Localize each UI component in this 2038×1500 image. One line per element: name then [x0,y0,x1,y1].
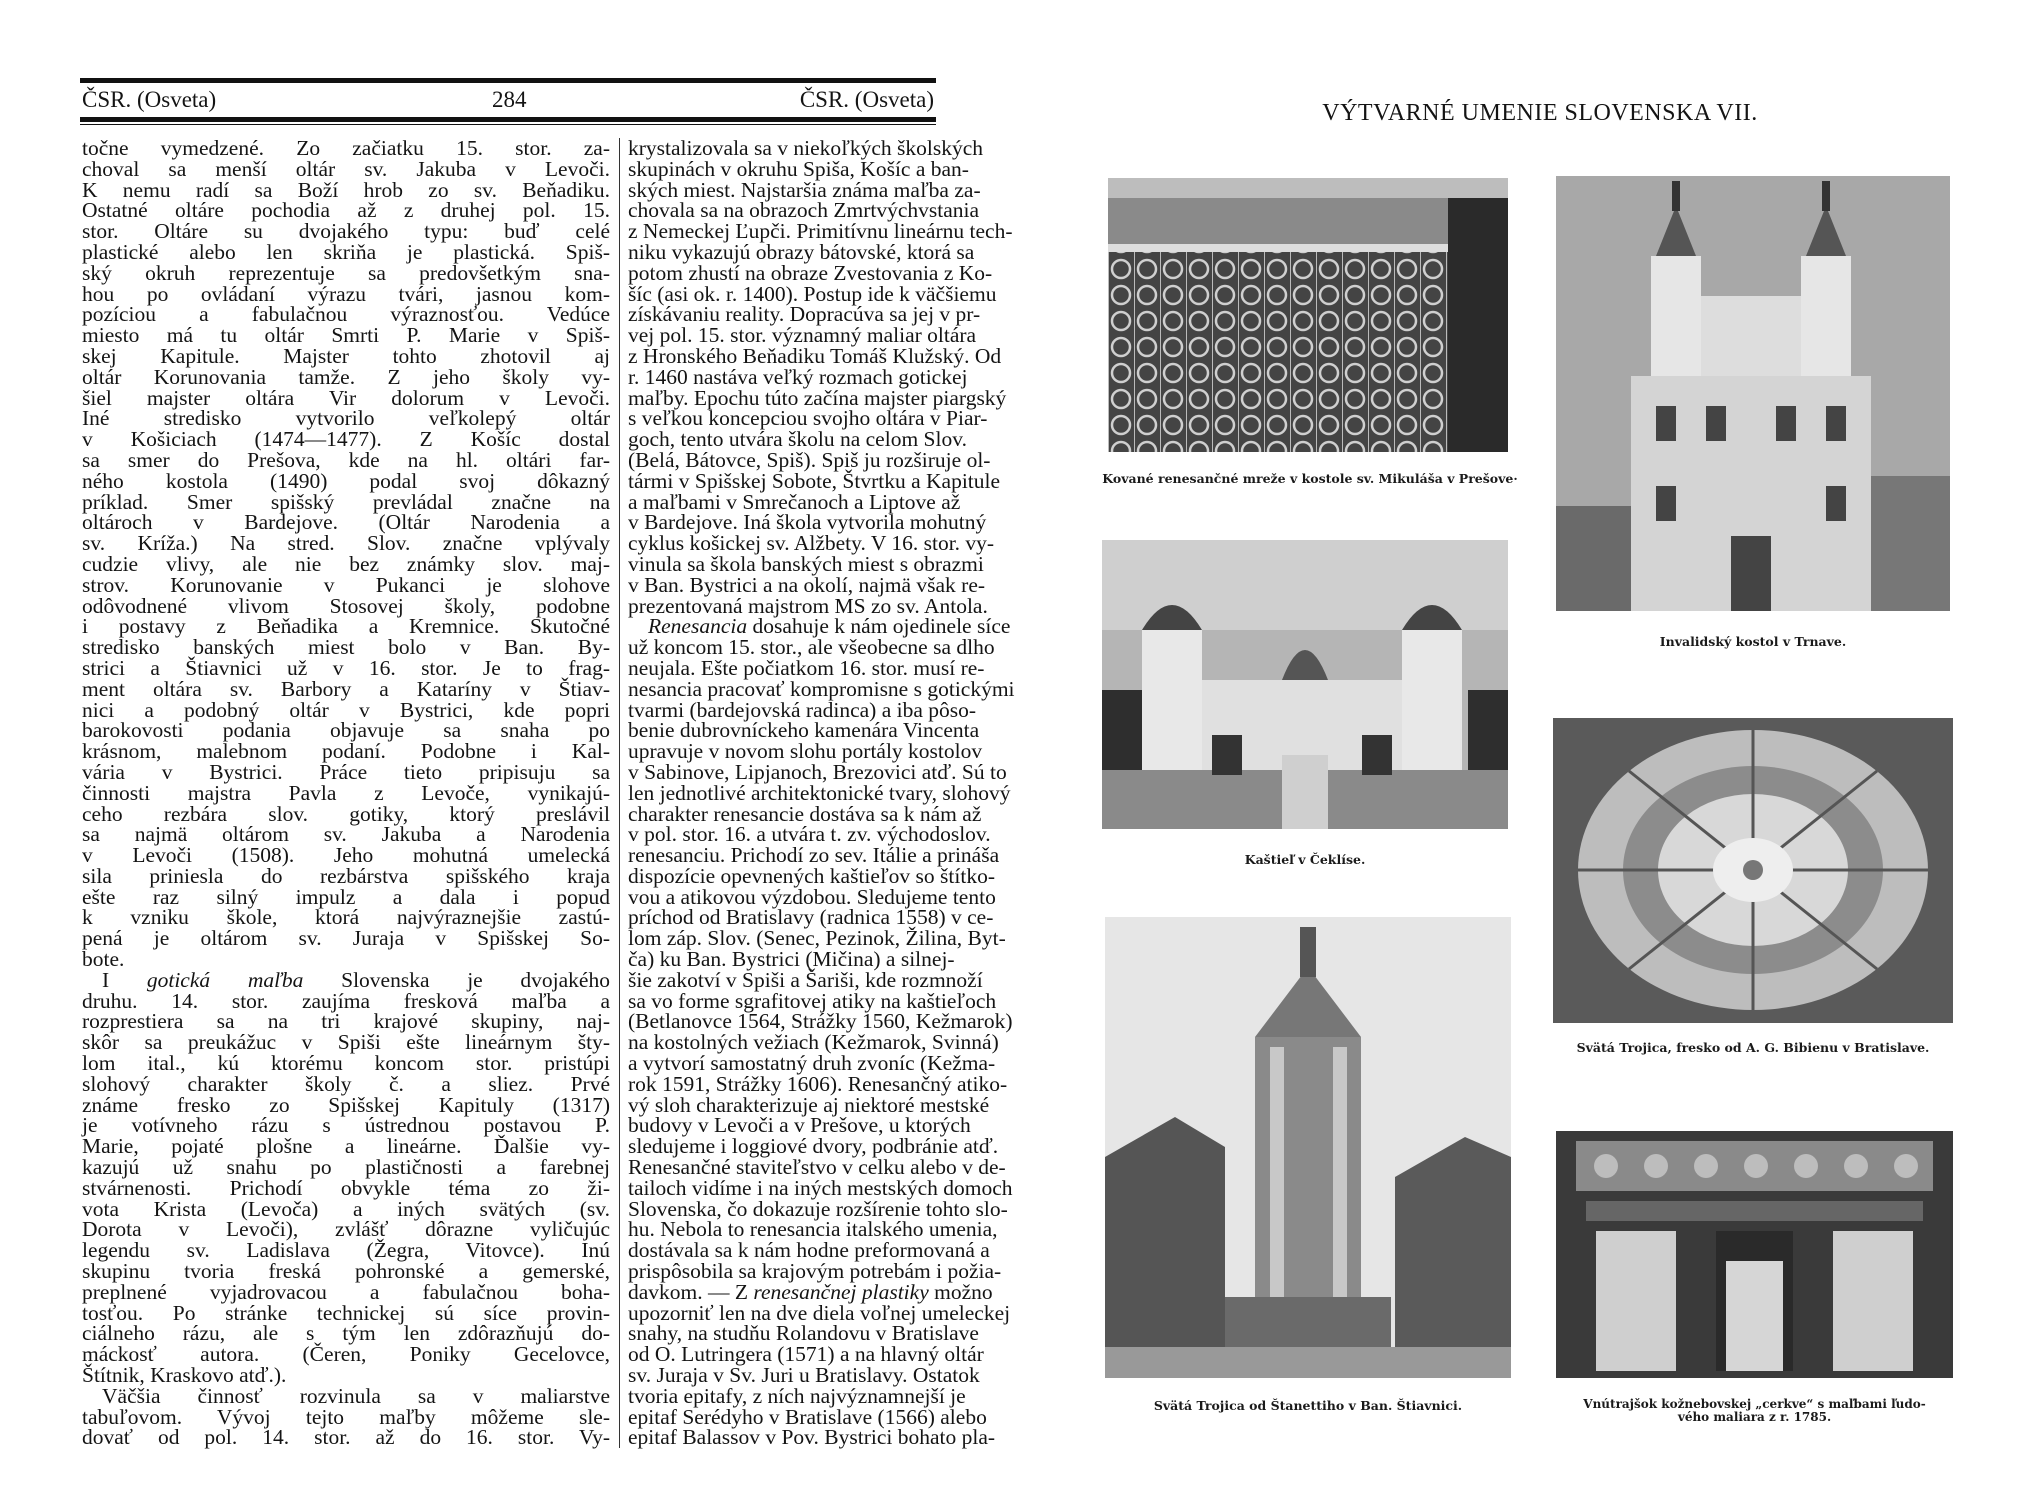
text-line: tosťou. Po stránke technickej sú síce provin- [82,1300,610,1325]
caption-trinity-column: Svätá Trojica od Štanettiho v Ban. Štiavnici. [1153,1398,1463,1413]
text-line [628,1279,993,1304]
text-line: ného kostola (1490) podal svoj dôkazný [82,468,610,493]
text-line: legendu sv. Ladislava (Žegra, Vitovce). Inú [82,1238,610,1263]
text-line: (Belá, Bátovce, Spiš). Spiš ju rozširuje ol- [628,447,991,472]
text-line: choval sa menší oltár sv. Jakuba v Levoči. [82,156,610,181]
text-line: Slovenska, čo dokazuje rozšírenie tohto slo- [628,1196,1008,1221]
text-line: činnosti majstra Pavla z Levoče, vynikajú- [82,780,610,805]
text-line: prispôsobila sa krajovým potrebám i požia- [628,1259,1002,1284]
text-line: v Sabinove, Lipjanoch, Brezovici atď. Sú to [628,759,1007,784]
text-line: renesanciu. Prichodí zo sev. Itálie a prináša [628,843,1000,868]
text-line: odôvodnené vlivom Stosovej školy, podobne [82,593,610,618]
caption-trnava-church: Invalidský kostol v Trnave. [1659,634,1847,649]
text-line: v Košiciach (1474—1477). Z Košíc dostal [82,427,610,452]
text-line: goch, tento utvára školu na celom Slov. [628,427,967,452]
text-line: druhu. 14. stor. zaujíma fresková maľba a [82,988,610,1013]
text-line: Štítnik, Kraskovo atď.). [82,1363,287,1388]
text-line: tármi v Spišskej Sobote, Štvrtku a Kapitule [628,468,1001,493]
plate-title: VÝTVARNÉ UMENIE SLOVENSKA VII. [1322,100,1758,126]
header-rule [80,117,936,122]
text-line: stor. Oltáre su dvojakého typu: buď celé [82,219,610,244]
text-line: skôr sa preukážuc v Spiši ešte lineárnym šty- [82,1030,610,1055]
emphasized-term: gotická maľba [146,967,304,992]
text-line: na kostolných vežiach (Kežmarok, Svinná) [628,1030,999,1055]
text-line: k vzniku škole, ktorá najvýraznejšie zastú- [82,905,610,930]
caption-grille: Kované renesančné mreže v kostole sv. Mikuláša v Prešove· [1102,471,1518,486]
text-line: pená je oltárom sv. Juraja v Spišskej So- [82,926,610,951]
caption-church-interior-line-2: vého maliara z r. 1785. [1677,1410,1832,1424]
text-line: rok 1591, Strážky 1606). Renesančný atiko- [628,1071,1008,1096]
text-line: tabuľovom. Vývoj tejto maľby môžeme sle- [82,1404,610,1429]
text-line: v Levoči (1508). Jeho mohutná umelecká [82,843,610,868]
text-line: cudzie vlivy, ale nie bez známky slov. maj- [82,551,610,576]
text-column-2 [628,136,1015,1450]
text-line: v pol. stor. 16. a utvára t. zv. východoslov. [628,822,991,847]
text-line: preplnené vyjadrovacou a fabulačnou boha- [82,1279,610,1304]
text-line: prezentovaná majstrom MS zo sv. Antola. [628,593,988,618]
text-line: ešte raz silný impulz a dala i popud [82,884,610,909]
photo-trinity-column-stiavnica [1105,917,1511,1378]
text-line: skej Kapitule. Majster tohto zhotovil aj [82,343,610,368]
text-line: sv. Juraja v Sv. Juri u Bratislavy. Ostatok [628,1363,980,1388]
text-line: snahy, na studňu Rolandovu v Bratislave [628,1321,979,1346]
text-line: hou po ovládaní výrazu tvári, jasnou kom- [82,281,610,306]
text-line: v Bardejove. Iná škola vytvorila mohutný [628,510,987,535]
text-line [628,614,1011,639]
text-line: upravuje v novom slohu portály kostolov [628,739,983,764]
text-line: príchod od Bratislavy (radnica 1558) v ce- [628,905,994,930]
text-line: oltár Korunovania tamže. Z jeho školy vy- [82,364,610,389]
emphasized-term: Renesancia [648,614,748,639]
text-line: tailoch vidíme i na iných mestských domoch [628,1175,1013,1200]
text-line: barokovosti podania objavuje sa snaha po [82,718,610,743]
text-line: miesto má tu oltár Smrti P. Marie v Spiš- [82,323,610,348]
text-line: máckosť autora. (Čeren, Poniky Gecelovce, [82,1342,610,1367]
text-line: vou a atikovou výzdobou. Sledujeme tento [628,884,996,909]
text-line: je votívneho rázu s ústrednou postavou P. [82,1113,610,1138]
text-line: (Betlanovce 1564, Strážky 1560, Kežmarok) [628,1009,1013,1034]
running-head-right: ČSR. (Osveta) [799,87,934,112]
text-line: získávaniu reality. Dopracúva sa jej v pr- [628,302,981,327]
text-line: známe fresko zo Spišskej Kapituly (1317) [82,1092,610,1117]
text-line: stvárnenosti. Prichodí obvykle téma zo ži- [82,1175,610,1200]
text-segment: Slovenska je dvojakého [303,967,610,992]
text-line: šie zakotví v Spiši a Šariši, kde rozmnoží [628,967,983,992]
text-line: lom ital., kú ktorému koncom stor. pristúpi [82,1051,610,1076]
text-line: ča) ku Ban. Bystrici (Mičina) a silnej- [628,947,955,972]
text-line: z Nemeckej Ľupči. Primitívnu lineárnu tech- [628,219,1013,244]
photo-invalid-church-trnava [1556,176,1950,611]
text-line: benie dubrovníckeho kamenára Vincenta [628,718,980,743]
text-line: skupinách v okruhu Spiša, Košíc a ban- [628,156,969,181]
text-line: lom záp. Slov. (Senec, Pezinok, Žilina, Byt- [628,926,1006,951]
column-divider [619,138,620,1448]
text-line: potom zhustí na obraze Zvestovania z Ko- [628,260,993,285]
text-line: príklad. Smer spišský prevládal značne na [82,489,610,514]
text-line: ský okruh reprezentuje sa predovšetkým sna- [82,260,610,285]
text-line: sa vo forme sgrafitovej atiky na kaštieľoch [628,988,997,1013]
caption-ceklis-manor: Kaštieľ v Čeklíse. [1244,852,1366,867]
text-line: bote. [82,947,125,972]
text-line: tvarmi (bardejovská radinca) a iba pôso- [628,697,977,722]
text-line: sledujeme i loggiové dvory, podbránie atď. [628,1134,999,1159]
text-line: dostávala sa k nám hodne preformovaná a [628,1238,990,1263]
text-line: šíc (asi ok. r. 1400). Postup ide k väčšiemu [628,281,997,306]
text-line: vinula sa škola banských miest s obrazmi [628,551,984,576]
text-line: skupinu tvoria freská pohronské a gemerské, [82,1259,610,1284]
caption-trinity-fresco: Svätá Trojica, fresko od A. G. Bibienu v Bratislave. [1576,1040,1930,1055]
photo-ceklis-manor [1102,540,1508,829]
photo-wrought-iron-grille [1108,178,1508,452]
text-line: len jednotlivé architektonické tvary, slohový [628,780,1011,805]
text-line: plastické alebo len skriňa je plastická. Spiš- [82,239,610,264]
text-line: ment oltára sv. Barbory a Kataríny v Štiav- [82,676,610,701]
text-line: strici a Štiavnici už v 16. stor. Je to frag- [82,655,610,680]
emphasized-term: renesančnej plastiky [753,1279,929,1304]
text-line: nici a podobný oltár v Bystrici, kde popri [82,697,610,722]
text-line: už koncom 15. stor., ale všeobecne sa dlho [628,635,995,660]
text-line: Dorota v Levoči), zvlášť dôrazne vyličujúc [82,1217,610,1242]
text-line: sv. Kríža.) Na stred. Slov. značne vplývaly [82,531,610,556]
text-line: dispozície opevnených kaštieľov so štítko- [628,863,995,888]
top-rule [80,78,936,83]
text-segment: davkom. — Z [628,1279,754,1304]
text-line: šiel majster oltára Vir dolorum v Levoči. [82,385,610,410]
photo-wooden-church-interior [1556,1131,1953,1378]
text-line: vota Krista (Levoča) a iných svätých (sv. [82,1196,610,1221]
text-line: z Hronského Beňadiku Tomáš Klužský. Od [628,343,1002,368]
text-line: Iné stredisko vytvorilo veľkolepý oltár [82,406,610,431]
text-line: Ostatné oltáre pochodia až z druhej pol. 15. [82,198,610,223]
text-line: stredisko banských miest bolo v Ban. By- [82,635,610,660]
text-line: krystalizovala sa v niekoľkých školských [628,136,984,160]
text-line: oltároch v Bardejove. (Oltár Narodenia a [82,510,610,535]
text-line: ských miest. Najstaršia známa maľba za- [628,177,981,202]
text-line: charakter renesancie dostáva sa k nám až [628,801,982,826]
text-line: krásnom, malebnom podaní. Podobne i Kal- [82,739,610,764]
photo-trinity-fresco-dome [1553,718,1953,1023]
text-line: sila priniesla do rezbárstva spišského kraja [82,863,610,888]
text-line: sa najmä oltárom sv. Jakuba a Narodenia [82,822,610,847]
header-rule-thin [80,124,936,125]
text-line: kazujú už snahu po plastičnosti a farebnej [82,1155,610,1180]
text-line: chovala sa na obrazoch Zmrtvýchvstania [628,198,980,223]
text-line: Marie, pojaté plošne a lineárne. Ďalšie vy- [82,1134,610,1159]
text-line: K nemu radí sa Boží hrob zo sv. Beňadiku. [82,177,610,202]
text-line: s veľkou koncepciou svojho oltára v Piar- [628,406,988,431]
text-line: Renesančné staviteľstvo v celku alebo v de- [628,1155,1006,1180]
running-head-left: ČSR. (Osveta) [82,87,217,112]
text-line: neujala. Ešte počiatkom 16. stor. musí re- [628,655,985,680]
text-line: dovať od pol. 14. stor. až do 16. stor. Vy- [82,1425,610,1450]
text-line: tvoria epitafy, z ních najvýznamnejší je [628,1383,966,1408]
text-line: vej pol. 15. stor. významný maliar oltára [628,323,977,348]
text-line: epitaf Serédyho v Bratislave (1566) alebo [628,1404,987,1429]
text-line: ciálneho rázu, ale s tým len zdôrazňujú do- [82,1321,610,1346]
text-line: hu. Nebola to renesancia italského umenia, [628,1217,998,1242]
caption-church-interior [1556,1398,1953,1424]
text-segment: dosahuje k nám ojedinele síce [747,614,1011,639]
text-line: pozíciou a fabulačnou výraznosťou. Vedúce [82,302,610,327]
text-line: budovy v Levoči a v Prešove, u ktorých [628,1113,971,1138]
text-line: ceho rezbára slov. gotiky, ktorý preslávil [82,801,610,826]
text-line: maľby. Epochu túto začína majster piargský [628,385,1007,410]
text-column-1 [82,138,610,1448]
text-line [82,967,610,992]
text-line: od O. Lutringera (1571) a na hlavný oltár [628,1342,984,1367]
text-line: epitaf Balassov v Pov. Bystrici bohato pla- [628,1425,996,1450]
text-line: rozprestiera sa na tri krajové skupiny, naj- [82,1009,610,1034]
text-segment: I [102,967,147,992]
text-line: nesancia pracovať kompromisne s gotickými [628,676,1015,701]
text-line: Väčšia činnosť rozvinula sa v maliarstve [102,1383,610,1408]
text-line: v Ban. Bystrici a na okolí, najmä však re- [628,572,986,597]
text-line: cyklus košickej sv. Alžbety. V 16. stor. vy- [628,531,995,556]
text-line: vý sloh charakterizuje aj niektoré mestské [628,1092,990,1117]
text-line: i postavy z Beňadika a Kremnice. Skutočné [82,614,610,639]
text-line: niku vykazujú obrazy bátovské, ktorá sa [628,239,975,264]
caption-church-interior-line-1: Vnútrajšok kožnebovskej „cerkve“ s maľbami ľudo- [1583,1397,1926,1411]
text-line: a maľbami v Smrečanoch a Liptove až [628,489,961,514]
text-line: strov. Korunovanie v Pukanci je slohove [82,572,610,597]
text-line: točne vymedzené. Zo začiatku 15. stor. za- [82,136,610,160]
text-line: vária v Bystrici. Práce tieto pripisuju sa [82,759,610,784]
text-line: sa smer do Prešova, kde na hl. oltári far- [82,447,610,472]
text-line: upozorniť len na dve diela voľnej umeleckej [628,1300,1011,1325]
text-line: slohový charakter školy č. a sliez. Prvé [82,1071,610,1096]
text-line: r. 1460 nastáva veľký rozmach gotickej [628,364,968,389]
text-line: a vytvorí samostatný druh zvoníc (Kežma- [628,1051,996,1076]
text-segment: možno [928,1279,993,1304]
page-number: 284 [492,87,527,112]
